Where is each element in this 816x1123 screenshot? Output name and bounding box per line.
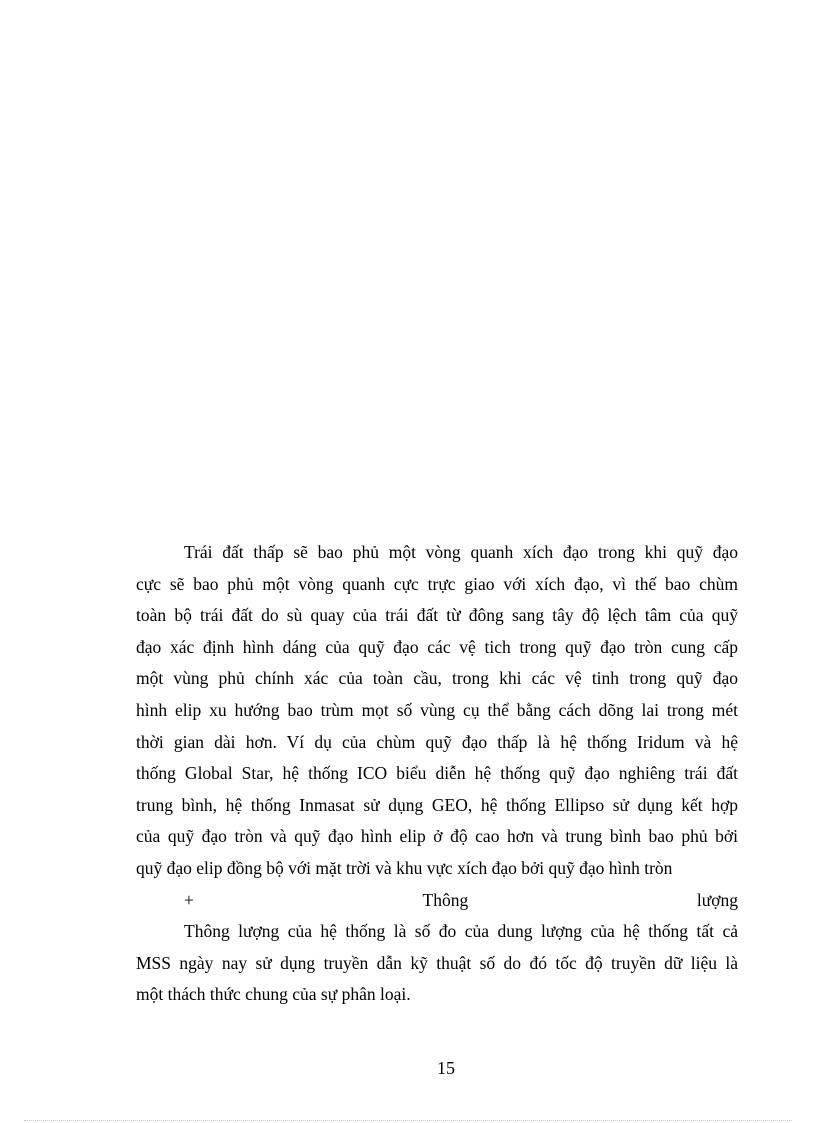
paragraph-line: cực sẽ bao phủ một vòng quanh cực trực giao với xích đạo, vì thế bao chùm <box>136 573 738 594</box>
paragraph-line: trung bình, hệ thống Inmasat sử dụng GEO, hệ thống Ellipso sử dụng kết hợp <box>136 794 738 815</box>
page-number: 15 <box>437 1058 455 1078</box>
page-bottom-divider <box>24 1120 792 1121</box>
paragraph-line: đạo xác định hình dáng của quỹ đạo các vệ tich trong quỹ đạo tròn cung cấp <box>136 636 738 657</box>
body-text <box>136 537 738 1011</box>
paragraph-line: một vùng phủ chính xác của toàn cầu, trong khi các vệ tinh trong quỹ đạo <box>136 668 738 689</box>
section-heading <box>136 885 738 917</box>
heading-word: Thông <box>422 889 469 910</box>
heading-word: lượng <box>696 889 738 910</box>
paragraph-line: một thách thức chung của sự phân loại. <box>136 984 411 1005</box>
paragraph-line: toàn bộ trái đất do sù quay của trái đất từ đông sang tây độ lệch tâm của quỹ <box>136 605 738 626</box>
paragraph-line: thống Global Star, hệ thống ICO biểu diễn hệ thống quỹ đạo nghiêng trái đất <box>136 763 738 784</box>
paragraph-line: quỹ đạo elip đồng bộ với mặt trời và khu vực xích đạo bởi quỹ đạo hình tròn <box>136 857 673 878</box>
paragraph-line: Thông lượng của hệ thống là số đo của dung lượng của hệ thống tất cả <box>184 921 738 942</box>
heading-bullet: + <box>184 889 194 910</box>
paragraph-line: thời gian dài hơn. Ví dụ của chùm quỹ đạo thấp là hệ thống Iridum và hệ <box>136 731 738 752</box>
paragraph-line: MSS ngày nay sử dụng truyền dẫn kỹ thuật số do đó tốc độ truyền dữ liệu là <box>136 952 738 973</box>
paragraph-line: Trái đất thấp sẽ bao phủ một vòng quanh xích đạo trong khi quỹ đạo <box>184 542 738 562</box>
paragraph-line: của quỹ đạo tròn và quỹ đạo hình elip ở độ cao hơn và trung bình bao phủ bởi <box>136 826 738 847</box>
paragraph-line: hình elip xu hướng bao trùm mọt số vùng cụ thể bằng cách dõng lai trong mét <box>136 699 738 720</box>
